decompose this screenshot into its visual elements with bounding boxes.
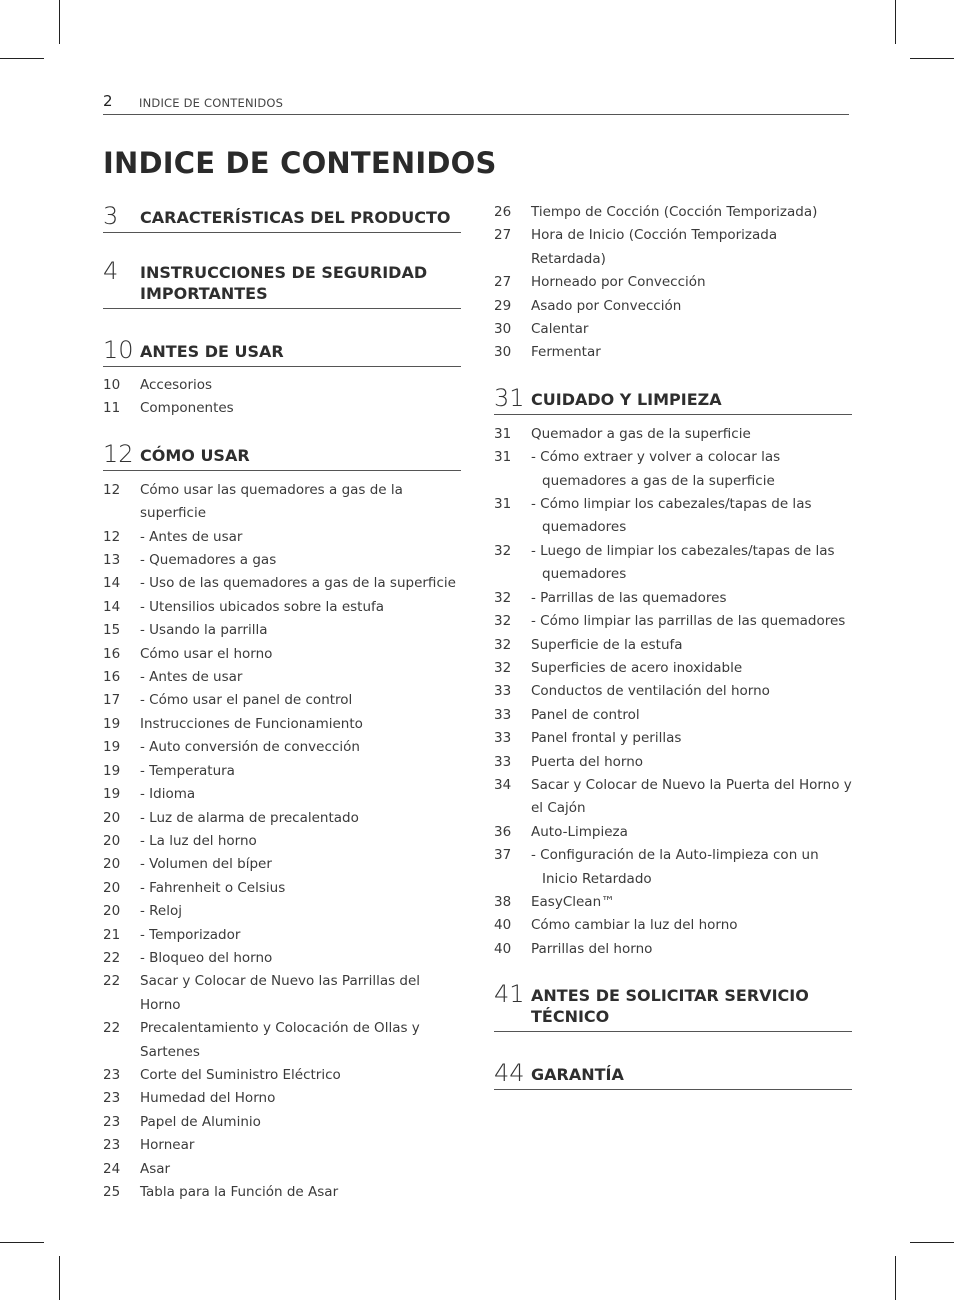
toc-entry[interactable] (103, 947, 461, 970)
entry-page-number: 33 (494, 683, 512, 700)
entry-page-number: 19 (103, 762, 121, 779)
section-title: ANTES DE USAR (140, 342, 284, 361)
entry-text: Hora de Inicio (Cocción Temporizada Retardada) (531, 227, 778, 267)
crop-mark (59, 1256, 60, 1300)
entry-page-number: 36 (494, 823, 512, 840)
entry-page-number: 31 (494, 449, 512, 466)
entry-text: - Auto conversión de convección (140, 739, 360, 756)
entry-page-number: 20 (103, 856, 121, 873)
entry-page-number: 12 (103, 528, 121, 545)
crop-mark (895, 0, 896, 44)
entry-page-number: 27 (494, 274, 512, 291)
crop-mark (910, 58, 954, 59)
section-page-number: 10 (103, 336, 134, 364)
toc-entry[interactable] (494, 318, 852, 341)
toc-entry[interactable] (494, 938, 852, 961)
toc-entry[interactable] (494, 540, 852, 587)
toc-entry[interactable] (103, 526, 461, 549)
section-page-number: 41 (494, 980, 525, 1009)
entry-text: Cómo usar las quemadores a gas de la superficie (140, 481, 403, 522)
section-heading[interactable] (103, 337, 461, 367)
toc-entry-list (494, 423, 852, 961)
section-page-number: 31 (494, 383, 525, 412)
toc-entry[interactable] (494, 844, 852, 891)
entry-page-number: 17 (103, 692, 121, 709)
toc-entry[interactable] (103, 1158, 461, 1181)
entry-page-number: 25 (103, 1184, 121, 1200)
toc-entry[interactable] (103, 1017, 461, 1064)
entry-text: EasyClean™ (531, 893, 615, 910)
section-title (140, 262, 427, 305)
entry-text: Hornear (140, 1137, 195, 1154)
toc-entry[interactable] (103, 479, 461, 526)
entry-page-number: 33 (494, 706, 512, 723)
entry-page-number: 29 (494, 297, 512, 314)
toc-entry[interactable] (103, 853, 461, 876)
toc-entry[interactable] (494, 224, 852, 271)
toc-entry[interactable] (103, 1087, 461, 1110)
section-heading[interactable] (103, 257, 461, 309)
entry-text: - Temporizador (140, 926, 241, 943)
toc-entry[interactable] (494, 891, 852, 914)
entry-text: Cómo usar el horno (140, 645, 273, 662)
toc-entry[interactable] (103, 596, 461, 619)
toc-entry-list (103, 479, 461, 1205)
entry-text: Componentes (140, 400, 234, 417)
entry-text: - Cómo limpiar las parrillas de las quemadores (531, 613, 846, 630)
toc-entry[interactable] (494, 446, 852, 493)
toc-entry[interactable] (103, 549, 461, 572)
toc-entry[interactable] (103, 374, 461, 397)
toc-entry[interactable] (103, 572, 461, 595)
page-title: INDICE DE CONTENIDOS (103, 146, 497, 180)
entry-text: - Cómo extraer y volver a colocar las quemadores a gas de la superficie (531, 449, 781, 489)
toc-entry[interactable] (103, 397, 461, 420)
entry-page-number: 23 (103, 1090, 121, 1107)
entry-text: - Antes de usar (140, 528, 243, 545)
toc-right-column (494, 201, 852, 1090)
entry-page-number: 22 (103, 973, 121, 990)
entry-page-number: 12 (103, 481, 121, 498)
section-heading[interactable] (494, 385, 852, 415)
entry-page-number: 33 (494, 753, 512, 770)
entry-text: - Parrillas de las quemadores (531, 589, 727, 606)
entry-page-number: 23 (103, 1137, 121, 1154)
entry-page-number: 32 (494, 613, 512, 630)
entry-text: - Cómo usar el panel de control (140, 692, 353, 709)
entry-text: Quemador a gas de la superficie (531, 425, 751, 442)
entry-page-number: 30 (494, 344, 512, 361)
section-heading[interactable] (494, 980, 852, 1032)
entry-page-number: 16 (103, 645, 121, 662)
entry-text: Auto-Limpieza (531, 823, 628, 840)
toc-entry[interactable] (494, 587, 852, 610)
entry-text: - Fahrenheit o Celsius (140, 879, 286, 896)
entry-text: Asar (140, 1160, 171, 1177)
entry-text: Panel frontal y perillas (531, 730, 682, 747)
toc-entry[interactable] (103, 807, 461, 830)
entry-page-number: 31 (494, 425, 512, 442)
entry-text: Cómo cambiar la luz del horno (531, 917, 738, 934)
toc-entry[interactable] (494, 423, 852, 446)
entry-page-number: 20 (103, 903, 121, 920)
running-header (103, 92, 849, 115)
toc-entry[interactable] (103, 666, 461, 689)
toc-entry[interactable] (103, 1134, 461, 1157)
running-title: INDICE DE CONTENIDOS (139, 96, 284, 110)
section-title-line: ANTES DE SOLICITAR SERVICIO (531, 986, 809, 1006)
toc-entry[interactable] (103, 760, 461, 783)
section-title: CÓMO USAR (140, 445, 250, 465)
entry-page-number: 38 (494, 893, 512, 910)
section-heading[interactable] (103, 441, 461, 471)
entry-text: - Luego de limpiar los cabezales/tapas de las quemadores (531, 542, 835, 583)
entry-text: Precalentamiento y Colocación de Ollas y Sartenes (140, 1020, 420, 1060)
toc-entry[interactable] (494, 610, 852, 633)
entry-text: - Reloj (140, 903, 183, 920)
section-heading[interactable] (103, 203, 461, 233)
entry-page-number: 15 (103, 622, 121, 639)
entry-page-number: 20 (103, 832, 121, 849)
toc-entry[interactable] (494, 704, 852, 727)
entry-page-number: 34 (494, 776, 512, 793)
entry-text: - Utensilios ubicados sobre la estufa (140, 598, 385, 615)
entry-page-number: 21 (103, 926, 121, 943)
entry-page-number: 14 (103, 598, 121, 615)
entry-text: Superficie de la estufa (531, 636, 683, 653)
section-title (531, 985, 809, 1028)
toc-entry[interactable] (494, 295, 852, 318)
entry-text: Asado por Convección (531, 297, 682, 314)
toc-entry[interactable] (103, 1181, 461, 1204)
entry-page-number: 14 (103, 575, 121, 592)
toc-entry-list (103, 374, 461, 421)
toc-entry-list (494, 201, 852, 365)
entry-page-number: 40 (494, 940, 512, 957)
toc-entry[interactable] (494, 751, 852, 774)
entry-page-number: 30 (494, 321, 512, 338)
section-title: CUIDADO Y LIMPIEZA (531, 389, 722, 409)
entry-page-number: 19 (103, 786, 121, 803)
toc-entry[interactable] (103, 689, 461, 712)
toc-entry[interactable] (103, 1111, 461, 1134)
section-page-number: 12 (103, 439, 134, 468)
toc-entry[interactable] (494, 493, 852, 540)
toc-entry[interactable] (494, 634, 852, 657)
entry-page-number: 32 (494, 659, 512, 676)
entry-page-number: 13 (103, 552, 121, 569)
toc-entry[interactable] (103, 713, 461, 736)
toc-entry[interactable] (494, 774, 852, 821)
toc-left-column (103, 203, 461, 1204)
entry-text: Fermentar (531, 344, 601, 361)
toc-entry[interactable] (103, 736, 461, 759)
entry-page-number: 10 (103, 377, 121, 393)
toc-entry[interactable] (494, 680, 852, 703)
toc-entry[interactable] (494, 727, 852, 750)
toc-entry[interactable] (103, 619, 461, 642)
entry-page-number: 26 (494, 204, 512, 220)
entry-text: - Luz de alarma de precalentado (140, 809, 359, 826)
entry-page-number: 37 (494, 847, 512, 864)
entry-text: Papel de Aluminio (140, 1113, 261, 1130)
crop-mark (895, 1256, 896, 1300)
entry-text: Parrillas del horno (531, 940, 653, 957)
entry-text: - Temperatura (140, 762, 235, 779)
section-title-line: INSTRUCCIONES DE SEGURIDAD (140, 263, 428, 282)
entry-page-number: 20 (103, 809, 121, 826)
toc-entry[interactable] (103, 970, 461, 1017)
entry-text: - Usando la parrilla (140, 622, 268, 639)
section-heading[interactable] (494, 1060, 852, 1090)
entry-text: Accesorios (140, 377, 213, 393)
entry-text: - Cómo limpiar los cabezales/tapas de las quemadores (531, 496, 812, 536)
entry-text: Horneado por Convección (531, 274, 706, 291)
entry-text: Tabla para la Función de Asar (140, 1184, 339, 1200)
page-number: 2 (103, 92, 113, 110)
entry-text: - Idioma (140, 786, 196, 803)
entry-page-number: 32 (494, 589, 512, 606)
entry-text: - Quemadores a gas (140, 552, 277, 569)
entry-page-number: 16 (103, 669, 121, 686)
entry-text: - Antes de usar (140, 669, 243, 686)
toc-entry[interactable] (103, 643, 461, 666)
entry-text: Humedad del Horno (140, 1090, 276, 1107)
entry-page-number: 27 (494, 227, 512, 244)
entry-page-number: 24 (103, 1160, 121, 1177)
entry-page-number: 33 (494, 730, 512, 747)
entry-text: - Uso de las quemadores a gas de la superficie (140, 575, 456, 592)
entry-page-number: 23 (103, 1066, 121, 1083)
entry-page-number: 40 (494, 917, 512, 934)
crop-mark (59, 0, 60, 44)
entry-page-number: 19 (103, 715, 121, 732)
section-title: CARACTERÍSTICAS DEL PRODUCTO (140, 208, 451, 227)
entry-page-number: 32 (494, 542, 512, 559)
entry-text: Panel de control (531, 706, 640, 723)
toc-entry[interactable] (494, 821, 852, 844)
toc-entry[interactable] (494, 657, 852, 680)
toc-entry[interactable] (494, 271, 852, 294)
toc-entry[interactable] (494, 914, 852, 937)
toc-entry[interactable] (103, 900, 461, 923)
entry-page-number: 23 (103, 1113, 121, 1130)
section-page-number: 44 (494, 1059, 525, 1088)
entry-text: Sacar y Colocar de Nuevo las Parrillas del Horno (140, 973, 421, 1013)
toc-entry[interactable] (103, 830, 461, 853)
toc-entry[interactable] (494, 341, 852, 364)
entry-page-number: 32 (494, 636, 512, 653)
section-title: GARANTÍA (531, 1065, 624, 1085)
entry-text: Instrucciones de Funcionamiento (140, 715, 363, 732)
section-page-number: 3 (103, 202, 119, 230)
toc-entry[interactable] (103, 924, 461, 947)
entry-page-number: 19 (103, 739, 121, 756)
toc-entry[interactable] (103, 783, 461, 806)
entry-text: Puerta del horno (531, 753, 644, 770)
toc-entry[interactable] (103, 877, 461, 900)
entry-page-number: 20 (103, 879, 121, 896)
entry-text: - La luz del horno (140, 832, 257, 849)
entry-page-number: 22 (103, 1020, 121, 1037)
entry-text: Superficies de acero inoxidable (531, 659, 743, 676)
toc-entry[interactable] (494, 201, 852, 224)
entry-page-number: 11 (103, 400, 121, 417)
entry-text: - Configuración de la Auto-limpieza con un Inicio Retardado (531, 847, 819, 887)
entry-page-number: 31 (494, 496, 512, 513)
section-title-line: TÉCNICO (531, 1007, 610, 1027)
crop-mark (0, 58, 44, 59)
entry-text: Conductos de ventilación del horno (531, 683, 770, 700)
toc-entry[interactable] (103, 1064, 461, 1087)
entry-text: - Bloqueo del horno (140, 949, 273, 966)
crop-mark (910, 1242, 954, 1243)
entry-text: Tiempo de Cocción (Cocción Temporizada) (531, 204, 818, 220)
section-title-line: IMPORTANTES (140, 284, 268, 303)
section-page-number: 4 (103, 257, 119, 285)
entry-text: Sacar y Colocar de Nuevo la Puerta del Horno y el Cajón (531, 776, 852, 817)
entry-text: Corte del Suministro Eléctrico (140, 1066, 341, 1083)
entry-page-number: 22 (103, 949, 121, 966)
crop-mark (0, 1242, 44, 1243)
entry-text: Calentar (531, 321, 589, 338)
entry-text: - Volumen del bíper (140, 856, 272, 873)
